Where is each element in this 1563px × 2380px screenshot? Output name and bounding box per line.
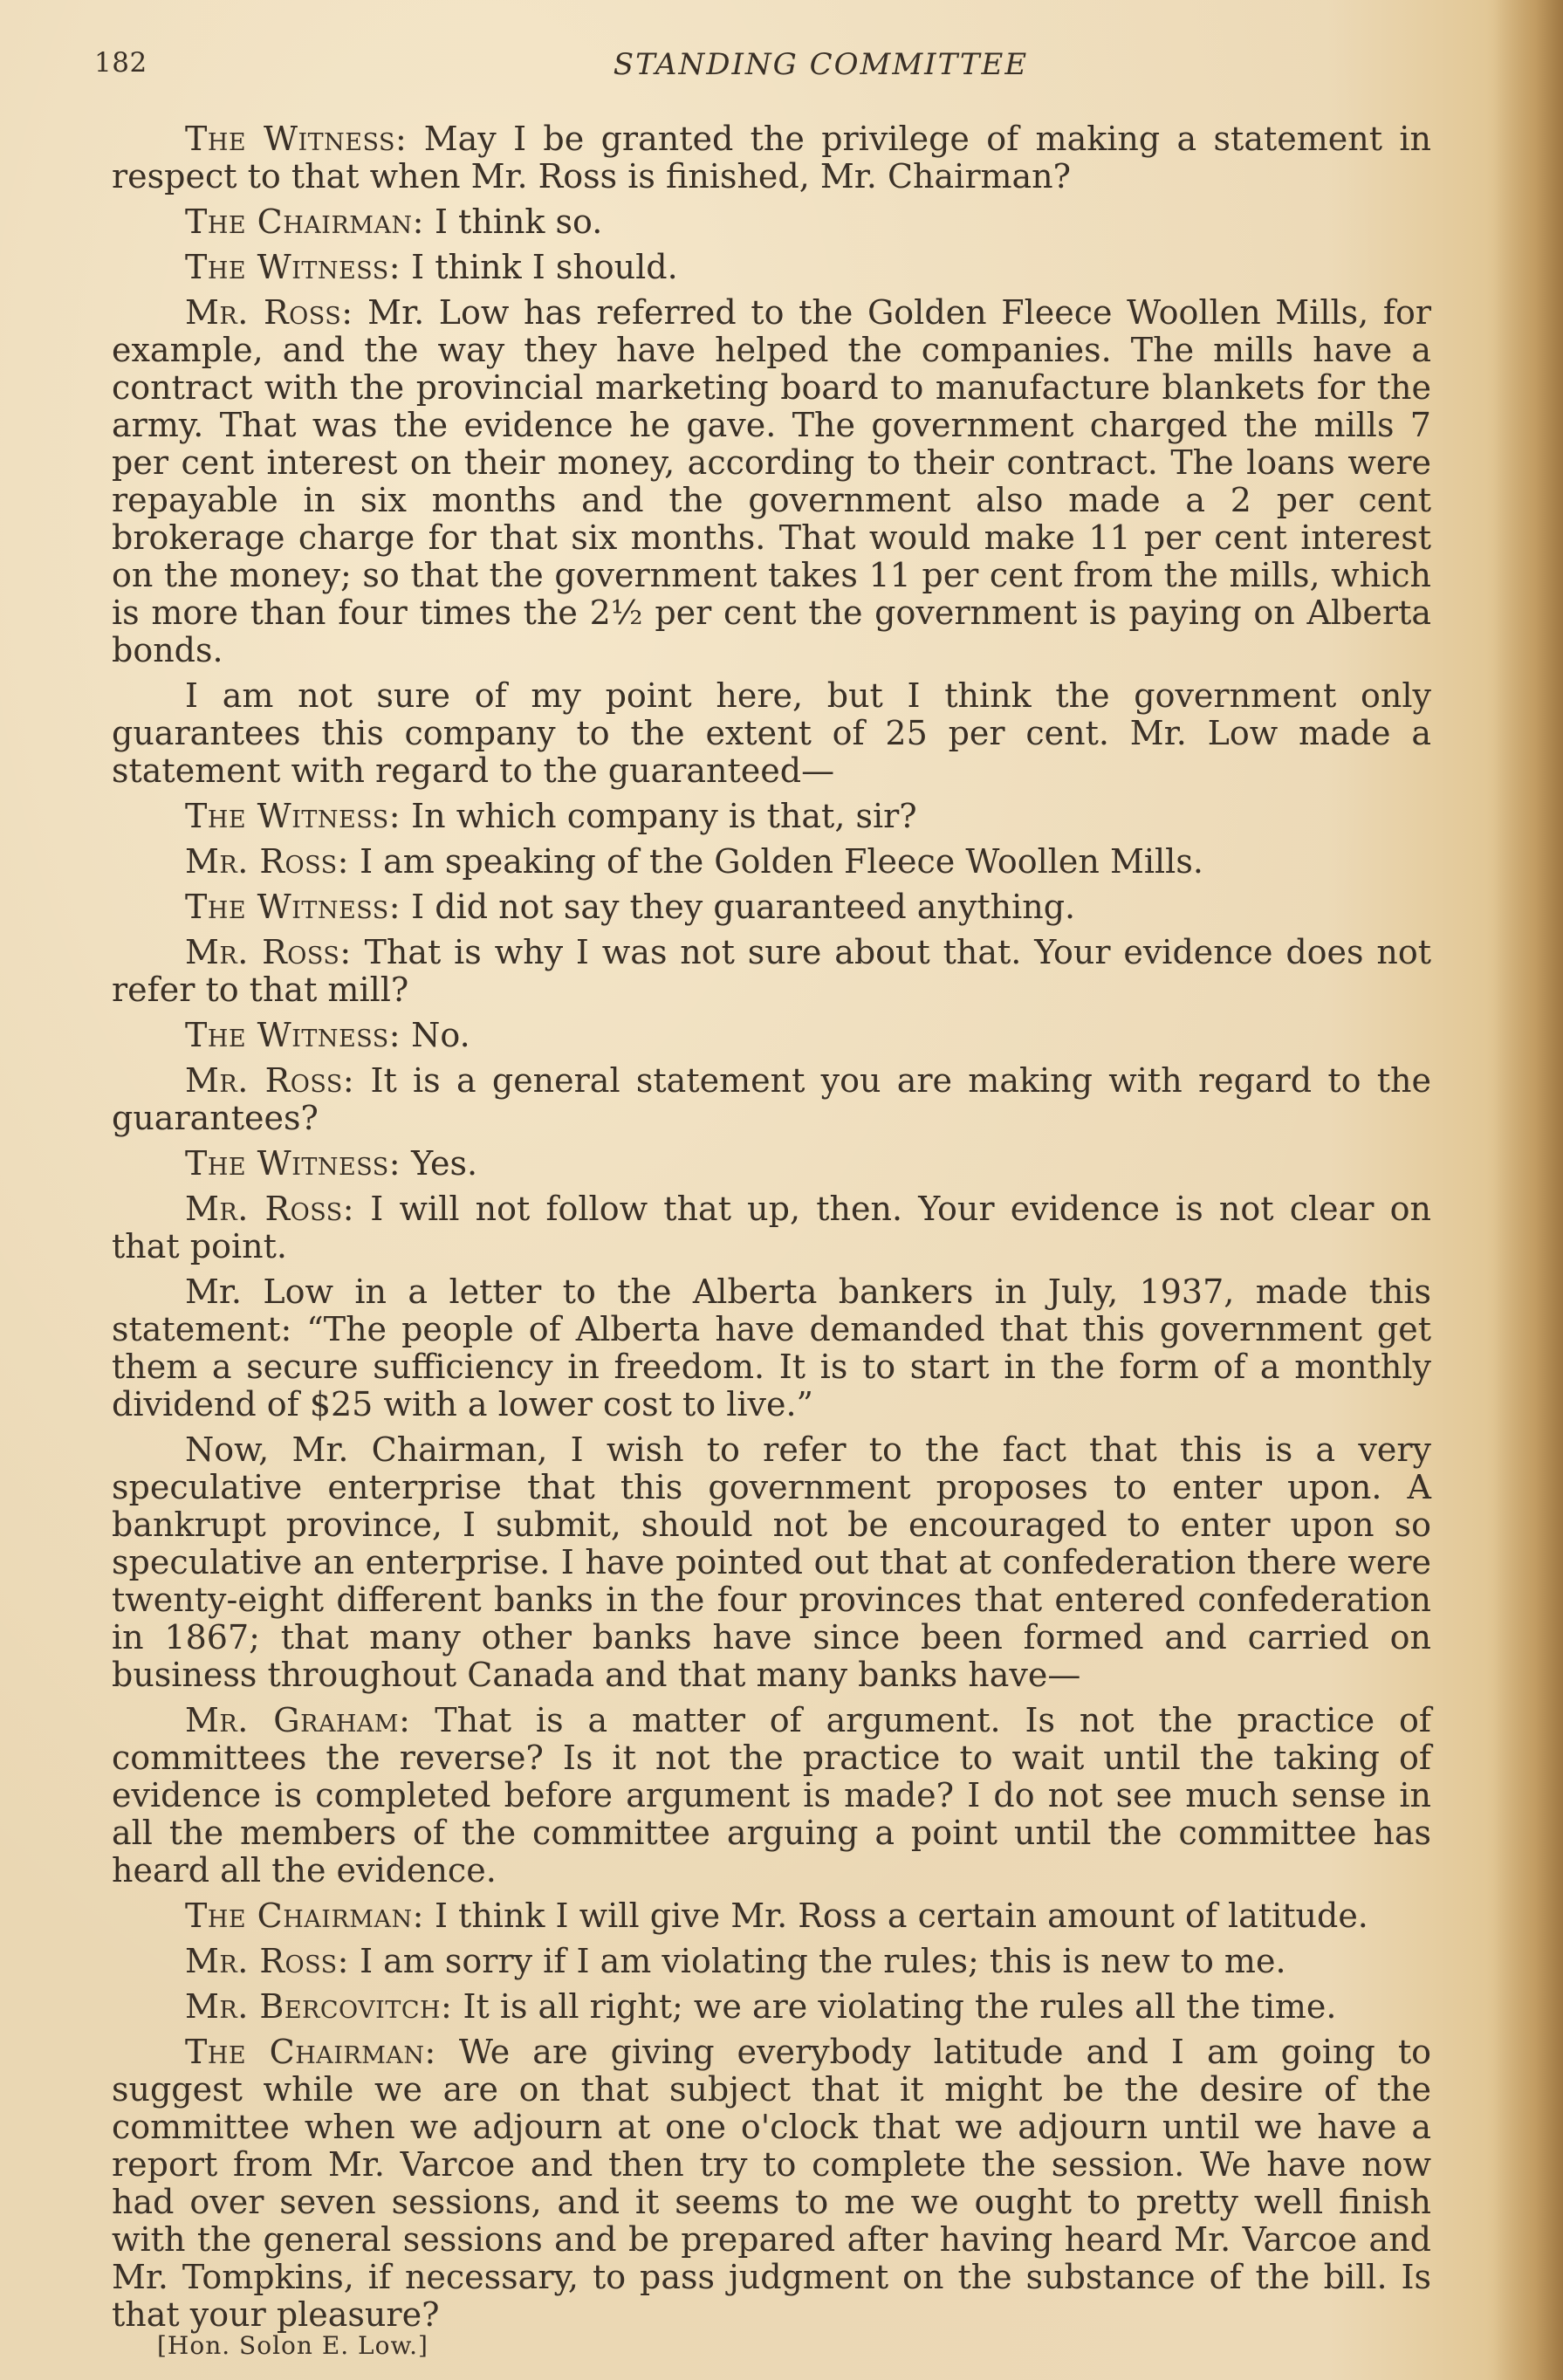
paragraph-text: Mr. Low in a letter to the Alberta bankers in July, 1937, made this statement: “The people of Alberta have demanded that this government get them a secure sufficiency in freedom. It is to start in the form of a monthly dividend of $25 with a lower cost to live.” bbox=[112, 1272, 1431, 1423]
paragraph-text: That is a matter of argument. Is not the practice of committees the reverse? Is it not the practice to wait until the taking of evidence is completed before argument is made? I do not see much sense in all the members of the committee arguing a point until the committee has heard all the evidence. bbox=[112, 1701, 1431, 1890]
page-number: 182 bbox=[94, 47, 147, 79]
paragraph bbox=[112, 1145, 1431, 1183]
page-header bbox=[0, 37, 1563, 89]
paragraph bbox=[112, 1943, 1431, 1980]
paragraph-text: In which company is that, sir? bbox=[411, 797, 917, 835]
paragraph bbox=[112, 249, 1431, 286]
speaker-label: The Witness: bbox=[185, 1016, 401, 1054]
paragraph-text: I am speaking of the Golden Fleece Woollen Mills. bbox=[360, 842, 1203, 881]
speaker-label: The Witness: bbox=[185, 888, 401, 926]
speaker-label: The Witness: bbox=[185, 797, 401, 835]
speaker-label: The Chairman: bbox=[185, 202, 424, 241]
paragraph bbox=[112, 1017, 1431, 1054]
paragraph-text: I think I should. bbox=[411, 248, 678, 286]
speaker-label: Mr. Ross: bbox=[185, 1061, 355, 1100]
paragraph bbox=[112, 1988, 1431, 2026]
paragraph-text: May I be granted the privilege of making a statement in respect to that when Mr. Ross is finished, Mr. Chairman? bbox=[112, 120, 1431, 195]
transcript-body bbox=[112, 120, 1431, 2342]
page-edge-shading bbox=[1493, 0, 1563, 2380]
paragraph-text: I am not sure of my point here, but I think the government only guarantees this company to the extent of 25 per cent. Mr. Low made a statement with regard to the guaranteed— bbox=[112, 676, 1431, 790]
paragraph bbox=[112, 294, 1431, 669]
paragraph-text: Yes. bbox=[411, 1144, 478, 1183]
speaker-label: Mr. Ross: bbox=[185, 933, 352, 971]
paragraph bbox=[112, 1897, 1431, 1935]
paragraph-text: I think I will give Mr. Ross a certain amount of latitude. bbox=[434, 1896, 1368, 1935]
paragraph bbox=[112, 2034, 1431, 2334]
paragraph-text: We are giving everybody latitude and I am going to suggest while we are on that subject that it might be the desire of the committee when we adjourn at one o'clock that we adjourn until we have a report from Mr. Varcoe and then try to complete the session. We have now had over seven sessions, and it seems to me we ought to pretty well finish with the general sessions and be prepared after having heard Mr. Varcoe and Mr. Tompkins, if necessary, to pass judgment on the substance of the bill. Is that your pleasure? bbox=[112, 2033, 1431, 2334]
speaker-label: Mr. Ross: bbox=[185, 1190, 355, 1228]
paragraph bbox=[112, 1702, 1431, 1890]
speaker-label: The Witness: bbox=[185, 1144, 401, 1183]
paragraph bbox=[112, 888, 1431, 926]
paragraph-text: I am sorry if I am violating the rules; this is new to me. bbox=[360, 1942, 1286, 1980]
paragraph-text: I think so. bbox=[434, 202, 603, 241]
paragraph bbox=[112, 1062, 1431, 1137]
paragraph bbox=[112, 1190, 1431, 1265]
paragraph bbox=[112, 843, 1431, 881]
paragraph-text: Now, Mr. Chairman, I wish to refer to the fact that this is a very speculative enterprise that this government proposes to enter upon. A bankrupt province, I submit, should not be encouraged to enter upon so speculative an enterprise. I have pointed out that at confederation there were twenty-eight different banks in the four provinces that entered confederation in 1867; that many other banks have since been formed and carried on business throughout Canada and that many banks have— bbox=[112, 1430, 1431, 1694]
speaker-label: The Witness: bbox=[185, 120, 408, 158]
paragraph bbox=[112, 934, 1431, 1009]
speaker-label: Mr. Ross: bbox=[185, 1942, 349, 1980]
paragraph bbox=[112, 798, 1431, 835]
speaker-label: The Witness: bbox=[185, 248, 401, 286]
speaker-label: Mr. Graham: bbox=[185, 1701, 411, 1739]
speaker-label: The Chairman: bbox=[185, 2033, 436, 2071]
speaker-label: Mr. Ross: bbox=[185, 293, 353, 332]
paragraph bbox=[112, 677, 1431, 790]
paragraph bbox=[112, 1273, 1431, 1423]
paragraph-text: It is all right; we are violating the rules all the time. bbox=[463, 1987, 1337, 2026]
paragraph-text: No. bbox=[411, 1016, 470, 1054]
speaker-credit-footer: [Hon. Solon E. Low.] bbox=[157, 2331, 428, 2360]
paragraph bbox=[112, 203, 1431, 241]
speaker-label: The Chairman: bbox=[185, 1896, 424, 1935]
paragraph-text: Mr. Low has referred to the Golden Fleece Woollen Mills, for example, and the way they have helped the companies. The mills have a contract with the provincial marketing board to manufacture blankets for the army. That was the evidence he gave. The government charged the mills 7 per cent interest on their money, according to their contract. The loans were repayable in six months and the government also made a 2 per cent brokerage charge for that six months. That would make 11 per cent interest on the money; so that the government takes 11 per cent from the mills, which is more than four times the 2½ per cent the government is paying on Alberta bonds. bbox=[112, 293, 1431, 669]
paragraph bbox=[112, 1431, 1431, 1694]
paragraph-text: That is why I was not sure about that. Your evidence does not refer to that mill? bbox=[112, 933, 1431, 1009]
paragraph-text: It is a general statement you are making with regard to the guarantees? bbox=[112, 1061, 1431, 1137]
paragraph-text: I will not follow that up, then. Your evidence is not clear on that point. bbox=[112, 1190, 1431, 1265]
speaker-label: Mr. Ross: bbox=[185, 842, 349, 881]
paragraph bbox=[112, 120, 1431, 195]
running-head: STANDING COMMITTEE bbox=[613, 47, 1029, 82]
paragraph-text: I did not say they guaranteed anything. bbox=[411, 888, 1076, 926]
speaker-label: Mr. Bercovitch: bbox=[185, 1987, 453, 2026]
